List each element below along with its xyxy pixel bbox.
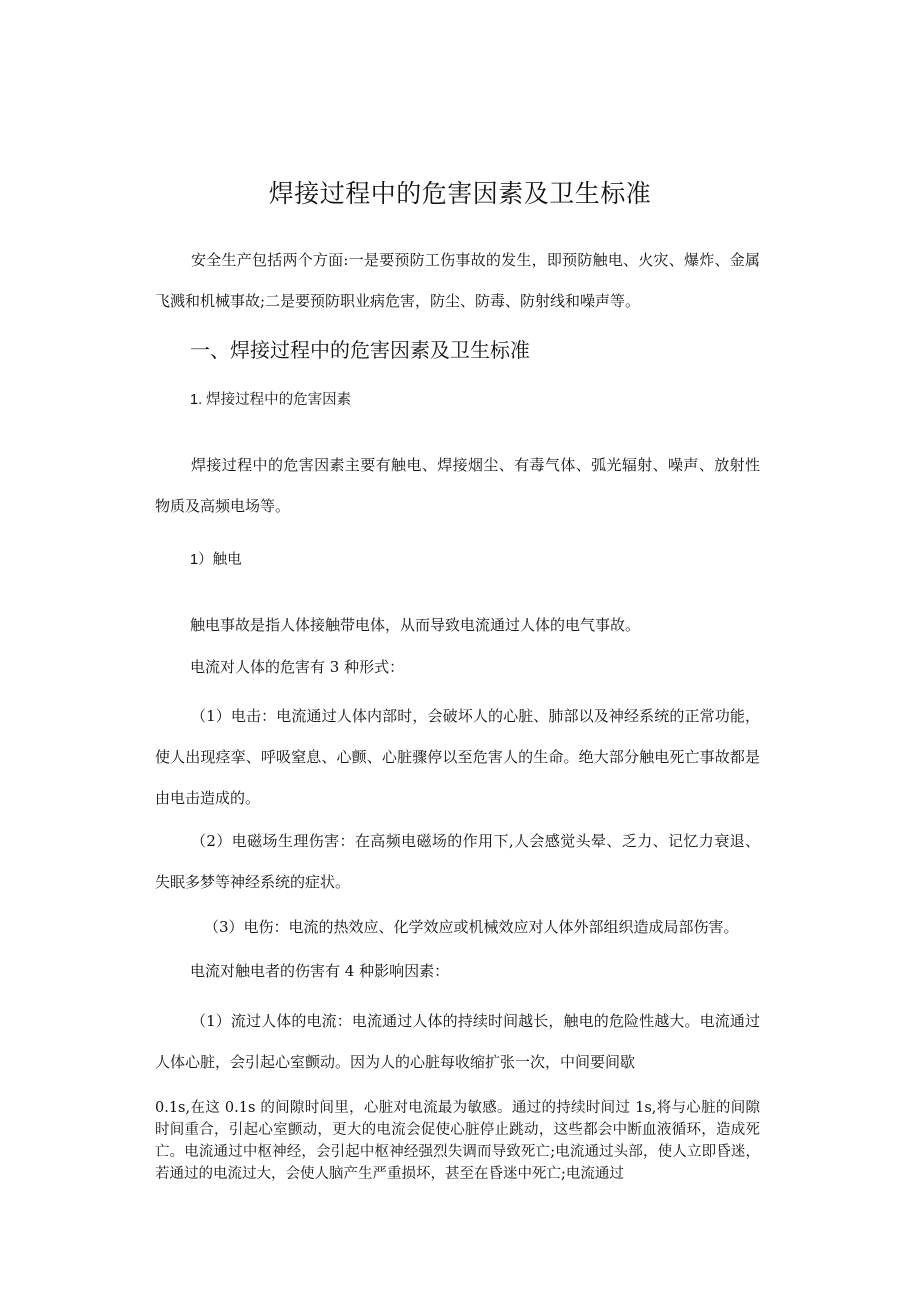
harm-forms-intro: 电流对人体的危害有 3 种形式： bbox=[190, 658, 405, 676]
factor-1-continuation: 0.1s,在这 0.1s 的间隙时间里，心脏对电流最为敏感。通过的持续时间过 1s,将与心脏的间隙时间重合，引起心室颤动，更大的电流会促使心脏停止跳动，这些都会中断血液循环，造成死亡。电流通过中枢神经，会引起中枢神经强烈失调而导致死亡;电流通过头部，使人立即昏迷，若通过的电流过大，会使人脑产生严重损坏，甚至在昏迷中死亡;电流通过 bbox=[155, 1100, 760, 1182]
subsection-heading-1: 1. 焊接过程中的危害因素 bbox=[190, 392, 352, 408]
hazard-factors-paragraph: 焊接过程中的危害因素主要有触电、焊接烟尘、有毒气体、弧光辐射、噪声、放射性物质及高频电场等。 bbox=[155, 456, 760, 515]
intro-paragraph: 安全生产包括两个方面:一是要预防工伤事故的发生，即预防触电、火灾、爆炸、金属飞溅和机械事故;二是要预防职业病危害，防尘、防毒、防射线和噪声等。 bbox=[155, 251, 760, 310]
electric-shock-definition: 触电事故是指人体接触带电体，从而导致电流通过人体的电气事故。 bbox=[190, 616, 641, 634]
document-title: 焊接过程中的危害因素及卫生标准 bbox=[268, 179, 652, 208]
item-heading-electric-shock: 1）触电 bbox=[190, 552, 242, 568]
harm-form-2: （2）电磁场生理伤害：在高频电磁场的作用下,人会感觉头晕、乏力、记忆力衰退、失眠多梦等神经系统的症状。 bbox=[155, 832, 760, 891]
factors-intro: 电流对触电者的伤害有 4 种影响因素： bbox=[190, 962, 450, 980]
section-heading-1: 一、焊接过程中的危害因素及卫生标准 bbox=[190, 338, 530, 362]
factor-1-paragraph: （1）流过人体的电流：电流通过人体的持续时间越长，触电的危险性越大。电流通过人体心脏，会引起心室颤动。因为人的心脏每收缩扩张一次，中间要间歇 bbox=[155, 1012, 760, 1071]
harm-form-1: （1）电击：电流通过人体内部时，会破坏人的心脏、肺部以及神经系统的正常功能，使人出现痉挛、呼吸窒息、心颤、心脏骤停以至危害人的生命。绝大部分触电死亡事故都是由电击造成的。 bbox=[155, 707, 760, 807]
harm-form-3: （3）电伤：电流的热效应、化学效应或机械效应对人体外部组织造成局部伤害。 bbox=[204, 918, 739, 936]
